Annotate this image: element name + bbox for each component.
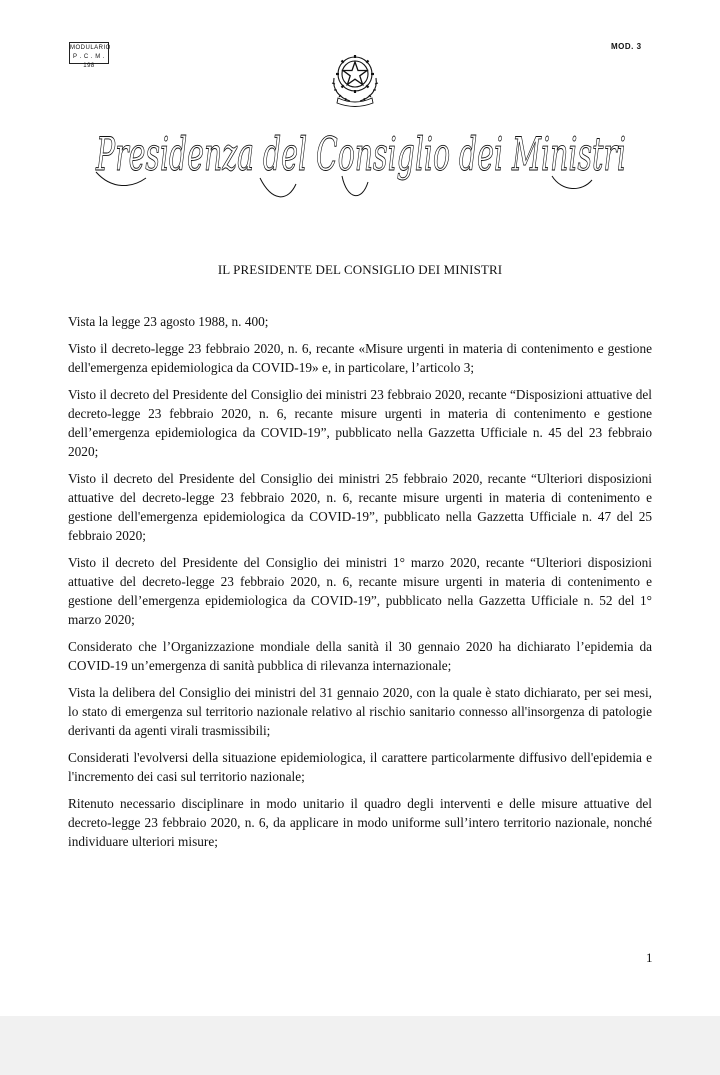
letterhead-text: Presidenza del Consiglio dei Ministri [95,127,627,181]
viewer-bottom-area [0,1016,720,1075]
letterhead-calligraphy [92,112,630,204]
form-model-label: MOD. 3 [611,42,642,51]
paragraph: Ritenuto necessario disciplinare in modo unitario il quadro degli interventi e delle misure attuative del decreto-legge 23 febbraio 2020, n. 6, da applicare in modo uniforme sull’intero territorio nazionale, nonché individuare ulteriori misure; [68,796,652,849]
form-code-line-1: MODULARIO [70,45,111,51]
paragraph: Visto il decreto del Presidente del Consiglio dei ministri 23 febbraio 2020, recante “Disposizioni attuative del decreto-legge 23 febbraio 2020, n. 6, recante misure urgenti in materia di contenimento e gestione dell’emergenza epidemiologica da COVID-19”, pubblicato nella Gazzetta Ufficiale n. 45 del 23 febbraio 2020; [68,387,652,459]
paragraph: Vista la legge 23 agosto 1988, n. 400; [68,314,269,329]
paragraph: Vista la delibera del Consiglio dei ministri del 31 gennaio 2020, con la quale è stato dichiarato, per sei mesi, lo stato di emergenza sul territorio nazionale relativo al rischio sanitario connesso all'insorgenza di patologie derivanti da agenti virali trasmissibili; [68,685,652,738]
paragraph: Visto il decreto del Presidente del Consiglio dei ministri 25 febbraio 2020, recante “Ulteriori disposizioni attuative del decreto-legge 23 febbraio 2020, n. 6, recante misure urgenti in materia di contenimento e gestione dell'emergenza epidemiologica da COVID-19”, pubblicato nella Gazzetta Ufficiale n. 47 del 25 febbraio 2020; [68,471,652,543]
paragraph: Visto il decreto del Presidente del Consiglio dei ministri 1° marzo 2020, recante “Ulteriori disposizioni attuative del decreto-legge 23 febbraio 2020, n. 6, recante misure urgenti in materia di contenimento e gestione dell’emergenza epidemiologica da COVID-19”, pubblicato nella Gazzetta Ufficiale n. 52 del 1° marzo 2020; [68,555,652,627]
italian-republic-emblem-icon [328,48,382,108]
page-number: 1 [646,950,653,965]
form-code-line-2: P . C . M . 198 [72,54,106,69]
paragraph: Considerati l'evolversi della situazione epidemiologica, il carattere particolarmente diffusivo dell'epidemia e l'incremento dei casi sul territorio nazionale; [68,750,652,784]
paragraph: Considerato che l’Organizzazione mondiale della sanità il 30 gennaio 2020 ha dichiarato l’epidemia da COVID-19 un’emergenza di sanità pubblica di rilevanza internazionale; [68,639,652,673]
document-heading: IL PRESIDENTE DEL CONSIGLIO DEI MINISTRI [217,262,503,277]
form-code-box [69,42,111,69]
document-body [68,312,652,859]
paragraph: Visto il decreto-legge 23 febbraio 2020, n. 6, recante «Misure urgenti in materia di contenimento e gestione dell'emergenza epidemiologica da COVID-19» e, in particolare, l’articolo 3; [68,341,652,375]
